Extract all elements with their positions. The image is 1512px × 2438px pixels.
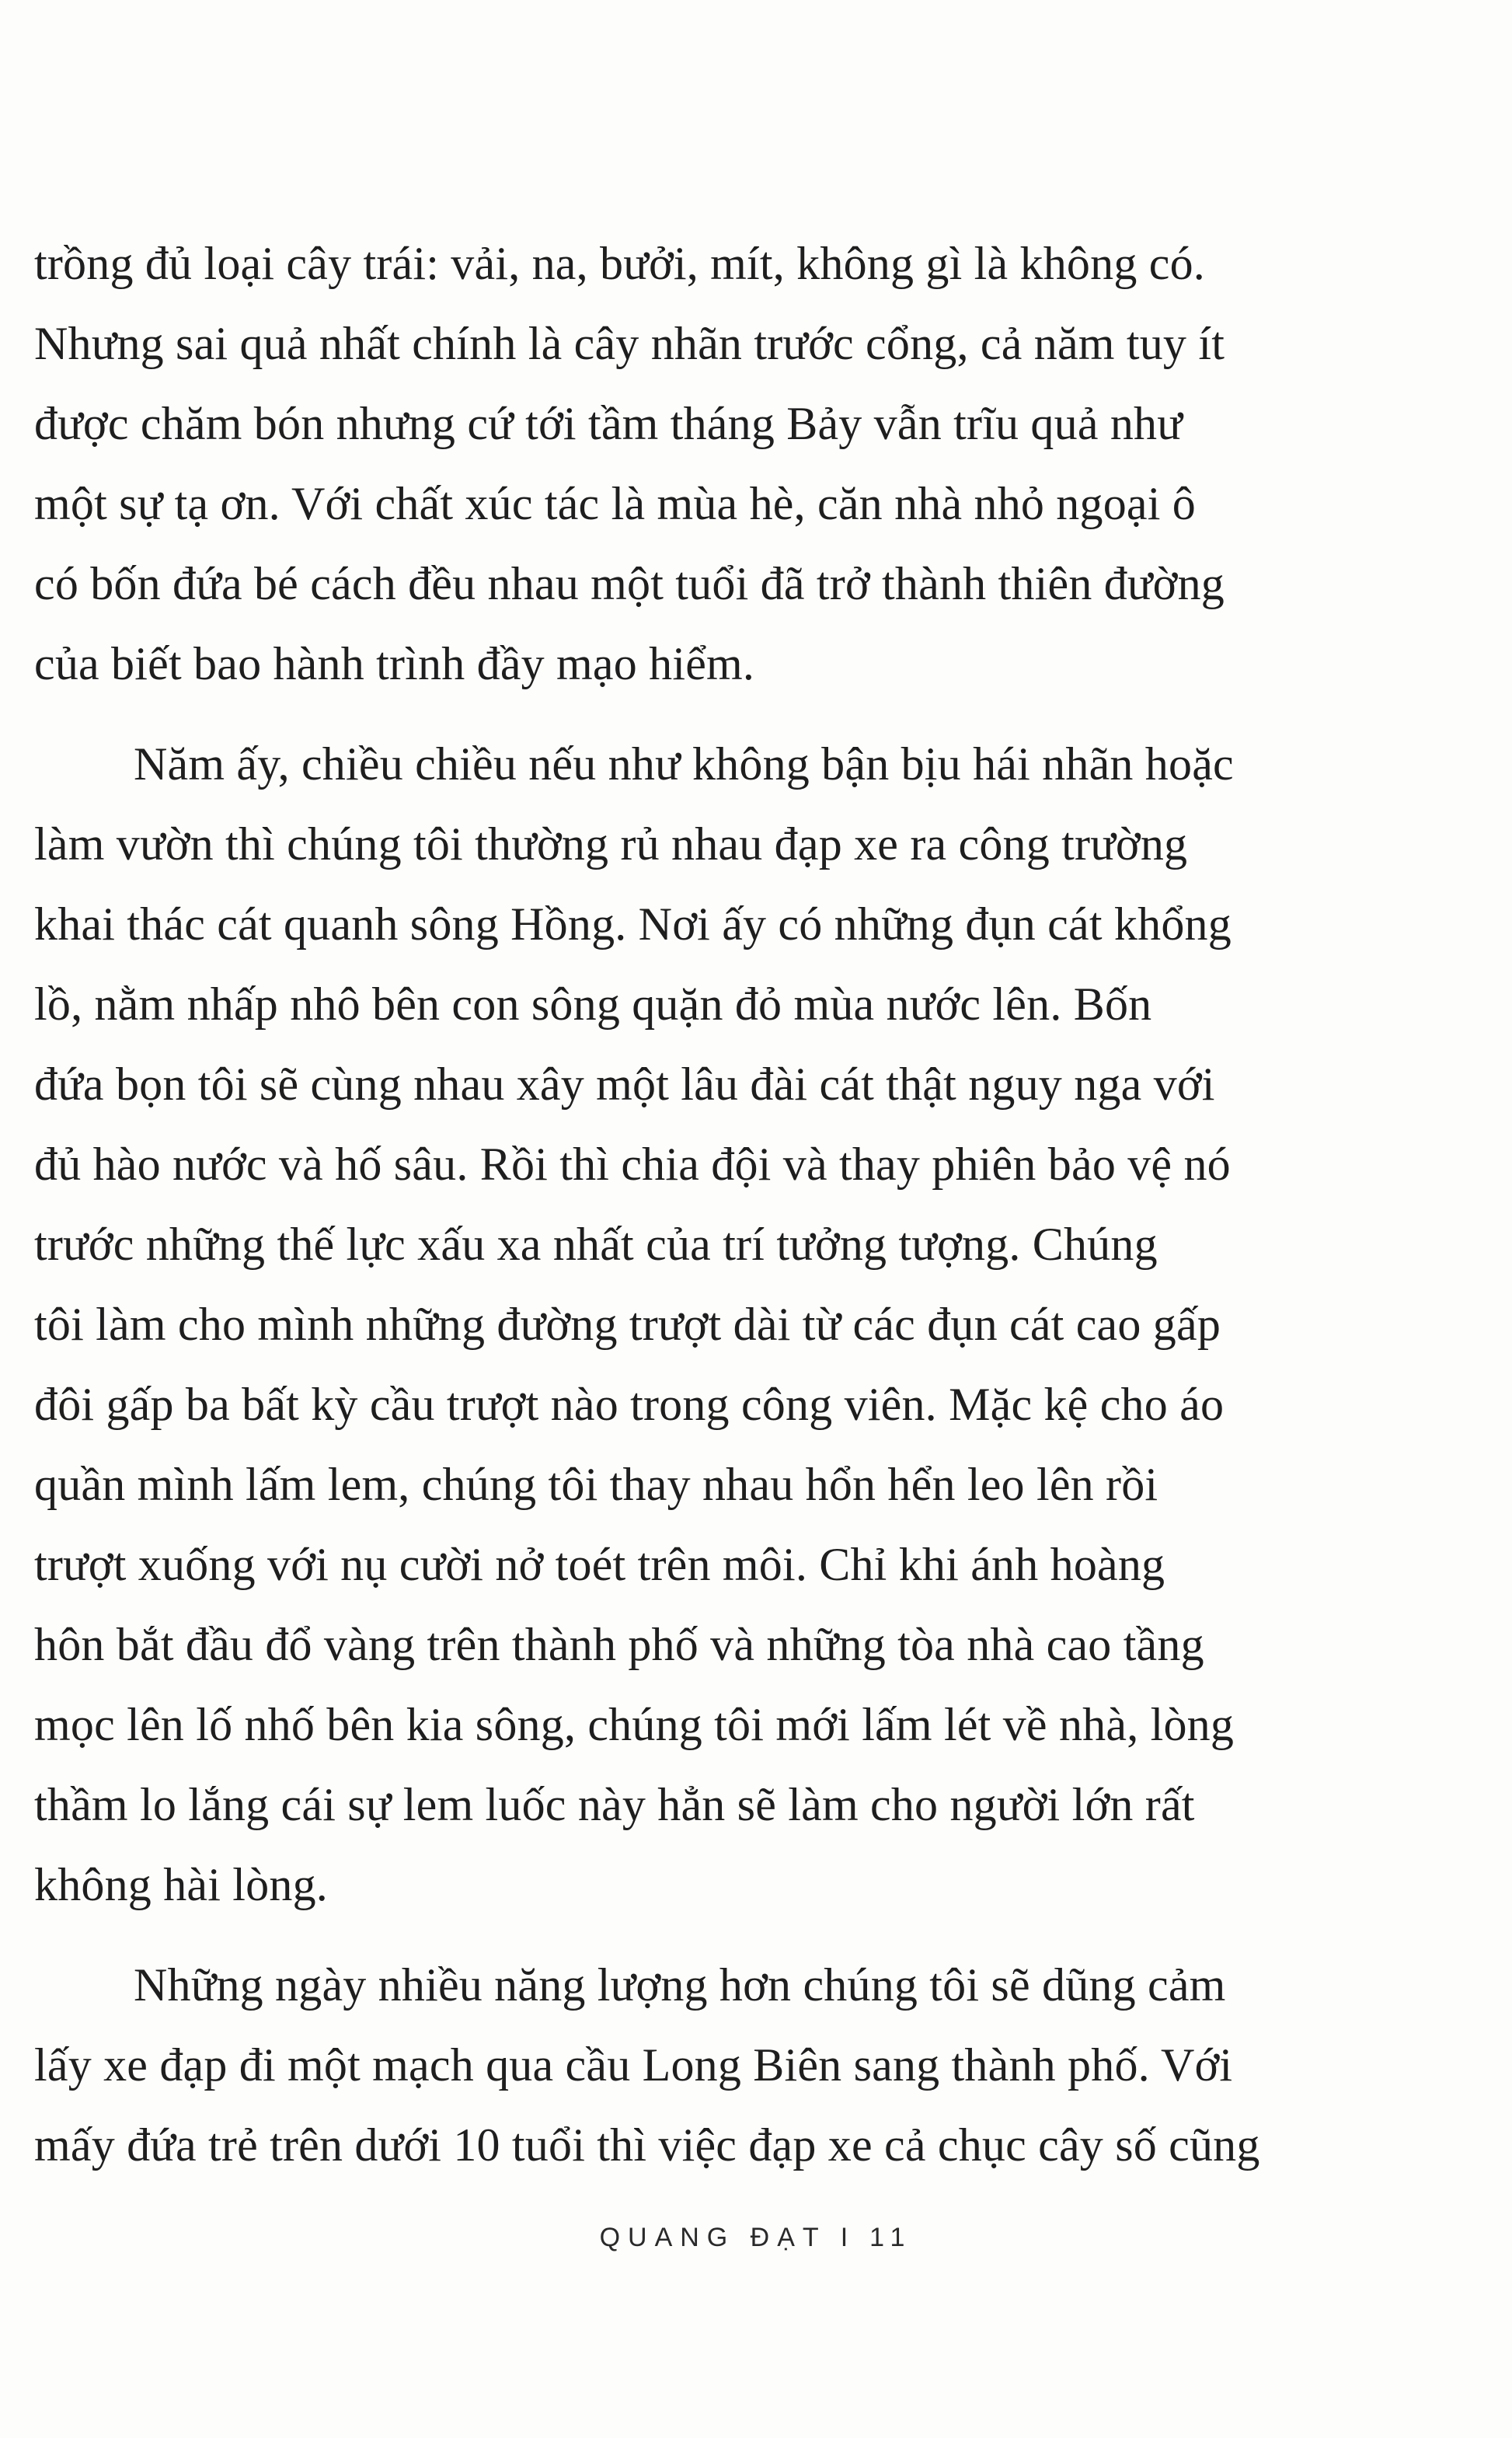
text-line: một sự tạ ơn. Với chất xúc tác là mùa hè, căn nhà nhỏ ngoại ô: [34, 478, 1197, 529]
paragraph-3: [34, 1945, 1355, 2185]
body-text: [34, 224, 1355, 2185]
text-line: của biết bao hành trình đầy mạo hiểm.: [34, 638, 755, 689]
page-number: 11: [869, 2223, 913, 2252]
text-line: lồ, nằm nhấp nhô bên con sông quặn đỏ mùa nước lên. Bốn: [34, 978, 1152, 1030]
text-line: khai thác cát quanh sông Hồng. Nơi ấy có những đụn cát khổng: [34, 898, 1232, 950]
text-line: trượt xuống với nụ cười nở toét trên môi. Chỉ khi ánh hoàng: [34, 1539, 1165, 1590]
text-line: lấy xe đạp đi một mạch qua cầu Long Biên sang thành phố. Với: [34, 2039, 1233, 2091]
text-line: Những ngày nhiều năng lượng hơn chúng tôi sẽ dũng cảm: [134, 1959, 1226, 2011]
text-line: có bốn đứa bé cách đều nhau một tuổi đã trở thành thiên đường: [34, 558, 1225, 609]
text-line: đứa bọn tôi sẽ cùng nhau xây một lâu đài cát thật nguy nga với: [34, 1059, 1215, 1110]
text-line: mấy đứa trẻ trên dưới 10 tuổi thì việc đạp xe cả chục cây số cũng: [34, 2119, 1260, 2171]
text-line: thầm lo lắng cái sự lem luốc này hẳn sẽ làm cho người lớn rất: [34, 1779, 1195, 1830]
text-line: được chăm bón nhưng cứ tới tầm tháng Bảy vẫn trĩu quả như: [34, 398, 1183, 449]
text-line: làm vườn thì chúng tôi thường rủ nhau đạp xe ra công trường: [34, 818, 1188, 870]
text-line: đôi gấp ba bất kỳ cầu trượt nào trong công viên. Mặc kệ cho áo: [34, 1379, 1225, 1430]
footer-separator: I: [840, 2223, 856, 2252]
text-line: trồng đủ loại cây trái: vải, na, bưởi, mít, không gì là không có.: [34, 238, 1205, 289]
paragraph-1: [34, 224, 1355, 704]
text-line: Năm ấy, chiều chiều nếu như không bận bịu hái nhãn hoặc: [134, 738, 1234, 790]
text-line: tôi làm cho mình những đường trượt dài từ các đụn cát cao gấp: [34, 1299, 1221, 1350]
text-line: quần mình lấm lem, chúng tôi thay nhau hổn hển leo lên rồi: [34, 1459, 1158, 1510]
footer-author: QUANG ĐẠT: [599, 2223, 827, 2252]
paragraph-2: [34, 724, 1355, 1925]
page-footer: [0, 2223, 1512, 2253]
text-line: Nhưng sai quả nhất chính là cây nhãn trước cổng, cả năm tuy ít: [34, 318, 1225, 369]
text-line: hôn bắt đầu đổ vàng trên thành phố và những tòa nhà cao tầng: [34, 1619, 1204, 1670]
text-line: mọc lên lố nhố bên kia sông, chúng tôi mới lấm lét về nhà, lòng: [34, 1699, 1235, 1750]
text-line: đủ hào nước và hố sâu. Rồi thì chia đội và thay phiên bảo vệ nó: [34, 1139, 1231, 1190]
text-line: không hài lòng.: [34, 1859, 328, 1910]
text-line: trước những thế lực xấu xa nhất của trí tưởng tượng. Chúng: [34, 1219, 1158, 1270]
